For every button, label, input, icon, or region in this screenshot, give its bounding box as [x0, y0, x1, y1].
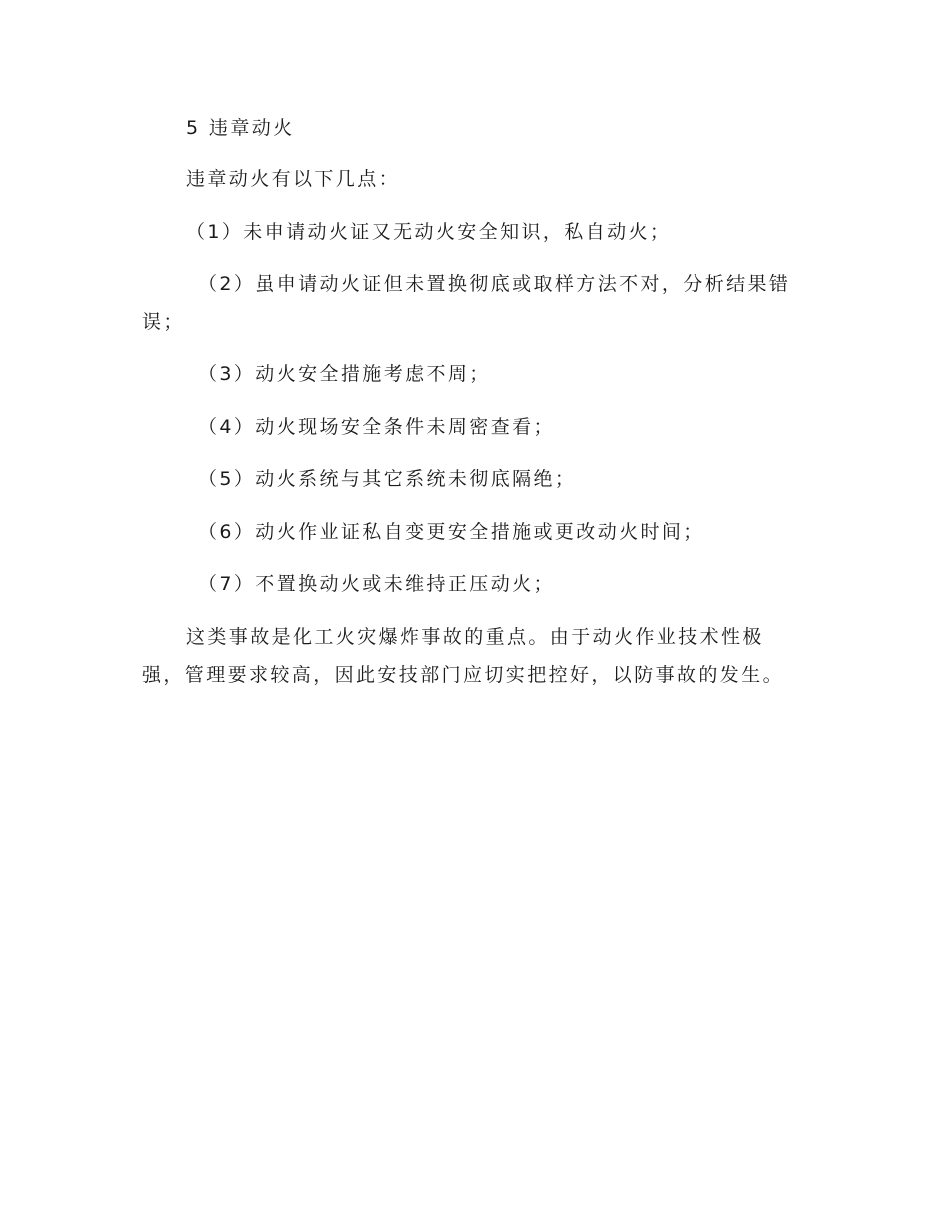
list-item-4: （4）动火现场安全条件未周密查看；: [198, 416, 555, 438]
list-item-7: （7）不置换动火或未维持正压动火；: [198, 573, 555, 595]
list-item-2: （2）虽申请动火证但未置换彻底或取样方法不对，分析结果错: [198, 273, 791, 295]
conclusion-line-2: 强，管理要求较高，因此安技部门应切实把控好，以防事故的发生。: [142, 664, 785, 686]
intro-paragraph: 违章动火有以下几点：: [186, 168, 401, 190]
conclusion-line-1: 这类事故是化工火灾爆炸事故的重点。由于动火作业技术性极: [186, 626, 764, 648]
list-item-5: （5）动火系统与其它系统未彻底隔绝；: [198, 468, 577, 490]
section-heading: 5 违章动火: [186, 117, 295, 139]
list-item-1: （1）未申请动火证又无动火安全知识，私自动火；: [186, 221, 672, 243]
list-item-3: （3）动火安全措施考虑不周；: [198, 363, 491, 385]
list-item-2-continuation: 误；: [142, 311, 185, 333]
list-item-6: （6）动火作业证私自变更安全措施或更改动火时间；: [198, 521, 705, 543]
